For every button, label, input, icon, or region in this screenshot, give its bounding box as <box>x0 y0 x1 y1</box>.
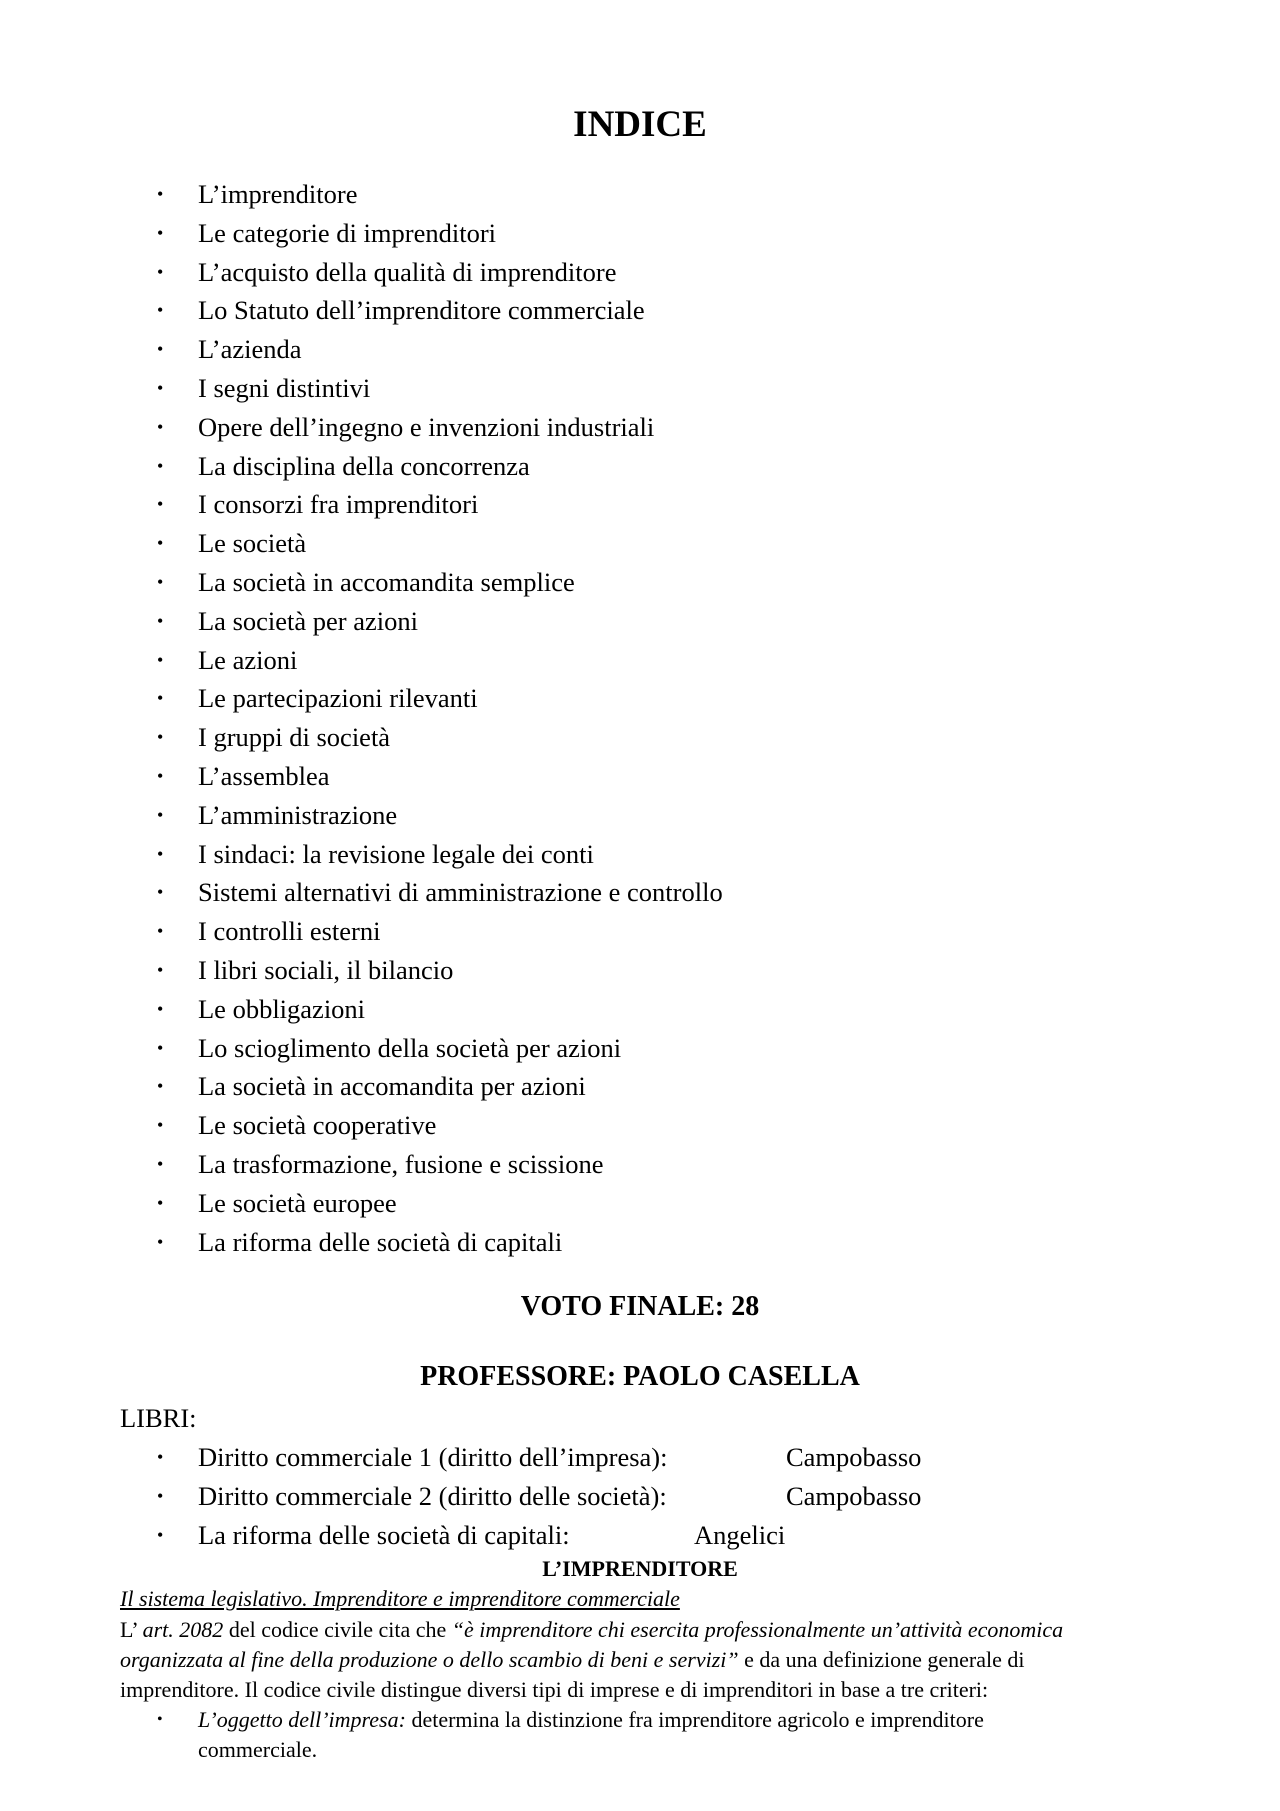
professor-name: PROFESSORE: PAOLO CASELLA <box>420 1361 860 1392</box>
bullet-icon: • <box>157 1524 164 1545</box>
toc-item <box>0 1067 723 1106</box>
bullet-icon: • <box>157 533 164 554</box>
toc-item <box>0 214 723 253</box>
toc-item <box>0 175 723 214</box>
book-item <box>0 1477 922 1516</box>
toc-item-label: L’amministrazione <box>198 799 398 830</box>
criteria-label: L’oggetto dell’impresa: <box>198 1707 406 1732</box>
toc-item <box>0 835 723 874</box>
bullet-icon: • <box>157 1447 164 1467</box>
toc-item <box>0 1145 723 1184</box>
bullet-icon: • <box>157 727 164 748</box>
bullet-icon: • <box>157 688 164 709</box>
toc-item <box>0 796 723 835</box>
bullet-icon: • <box>157 649 164 670</box>
toc-item <box>0 369 723 408</box>
toc-item-label: Lo Statuto dell’imprenditore commerciale <box>198 295 645 326</box>
bullet-icon: • <box>157 1231 164 1252</box>
toc-item-label: La società in accomandita per azioni <box>198 1071 586 1102</box>
toc-item-label: Le categorie di imprenditori <box>198 217 497 248</box>
toc-item-label: Le azioni <box>198 644 298 675</box>
book-item <box>0 1438 922 1477</box>
toc-item <box>0 951 723 990</box>
quotation: “è imprenditore chi esercita professionalmente un’attività economica <box>451 1617 1064 1642</box>
toc-item <box>0 330 723 369</box>
bullet-icon: • <box>157 998 164 1019</box>
bullet-icon: • <box>157 804 164 825</box>
toc-item-label: Le società europee <box>198 1187 397 1218</box>
toc-item <box>0 1029 723 1068</box>
toc-item-label: Le società <box>198 528 307 559</box>
toc-item <box>0 1106 723 1145</box>
toc-item-label: I sindaci: la revisione legale dei conti <box>198 838 594 869</box>
bullet-icon: • <box>157 843 164 864</box>
toc-item <box>0 563 723 602</box>
books-label: LIBRI: <box>120 1403 197 1433</box>
toc-item-label: La disciplina della concorrenza <box>198 450 530 481</box>
toc-item <box>0 1223 723 1262</box>
subsection-heading: Il sistema legislativo. Imprenditore e imprenditore commerciale <box>120 1586 680 1611</box>
toc-item <box>0 447 723 486</box>
text-fragment: del codice civile cita che <box>223 1617 452 1642</box>
table-of-contents <box>0 175 723 1261</box>
toc-item <box>0 718 723 757</box>
toc-item <box>0 679 723 718</box>
bullet-icon: • <box>157 377 164 398</box>
toc-item-label: L’imprenditore <box>198 179 358 209</box>
toc-item-label: Le obbligazioni <box>198 993 366 1024</box>
toc-item-label: L’azienda <box>198 334 302 365</box>
toc-item <box>0 757 723 796</box>
book-title: Diritto commerciale 2 (diritto delle società): <box>198 1480 667 1511</box>
criteria-item <box>0 1705 984 1765</box>
toc-item <box>0 912 723 951</box>
paragraph-line <box>120 1645 1140 1675</box>
toc-item <box>0 524 723 563</box>
bullet-icon: • <box>157 261 164 282</box>
toc-item <box>0 602 723 641</box>
toc-item-label: Sistemi alternativi di amministrazione e controllo <box>198 877 723 908</box>
bullet-icon: • <box>157 1037 164 1058</box>
toc-item-label: I gruppi di società <box>198 722 391 753</box>
body-paragraph <box>120 1615 1140 1705</box>
toc-item-label: La trasformazione, fusione e scissione <box>198 1148 604 1179</box>
bullet-icon: • <box>157 339 164 360</box>
toc-item-label: Le società cooperative <box>198 1110 437 1141</box>
book-title: La riforma delle società di capitali: <box>198 1519 570 1550</box>
section-heading: L’IMPRENDITORE <box>542 1556 738 1581</box>
toc-item-label: I consorzi fra imprenditori <box>198 489 479 520</box>
books-list <box>0 1438 922 1554</box>
page-title: INDICE <box>573 104 707 145</box>
toc-item <box>0 485 723 524</box>
bullet-icon: • <box>157 610 164 631</box>
toc-item <box>0 990 723 1029</box>
toc-item-label: Le partecipazioni rilevanti <box>198 683 478 714</box>
paragraph-line <box>120 1615 1140 1645</box>
toc-item-label: I controlli esterni <box>198 916 381 947</box>
criteria-line <box>0 1705 984 1735</box>
bullet-icon: • <box>157 571 164 592</box>
toc-item <box>0 253 723 292</box>
bullet-icon: • <box>157 455 164 476</box>
final-grade: VOTO FINALE: 28 <box>520 1291 760 1322</box>
book-item <box>0 1516 786 1555</box>
bullet-icon: • <box>157 882 164 903</box>
criteria-text: determina la distinzione fra imprenditore agricolo e imprenditore <box>405 1707 984 1732</box>
bullet-icon: • <box>157 1153 164 1174</box>
criteria-line: commerciale. <box>198 1737 318 1762</box>
bullet-icon: • <box>157 1115 164 1136</box>
book-title: Diritto commerciale 1 (diritto dell’impresa): <box>198 1442 668 1472</box>
bullet-icon: • <box>157 300 164 321</box>
toc-item-label: Lo scioglimento della società per azioni <box>198 1032 622 1063</box>
toc-item <box>0 408 723 447</box>
bullet-icon: • <box>157 184 164 204</box>
toc-item-label: I libri sociali, il bilancio <box>198 954 454 985</box>
toc-item-label: L’assemblea <box>198 760 330 791</box>
bullet-icon: • <box>157 1192 164 1213</box>
toc-item <box>0 1184 723 1223</box>
article-reference: art. 2082 <box>142 1617 224 1642</box>
toc-item <box>0 291 723 330</box>
toc-item-label: La società in accomandita semplice <box>198 566 575 597</box>
toc-item <box>0 641 723 680</box>
bullet-icon: • <box>157 222 164 243</box>
toc-item-label: Opere dell’ingegno e invenzioni industriali <box>198 411 655 442</box>
toc-item <box>0 873 723 912</box>
bullet-icon: • <box>157 1076 164 1097</box>
toc-item-label: La riforma delle società di capitali <box>198 1226 563 1257</box>
toc-item-label: La società per azioni <box>198 605 418 636</box>
bullet-icon: • <box>157 494 164 515</box>
bullet-icon: • <box>157 921 164 942</box>
text-fragment: e da una definizione generale di <box>738 1647 1025 1672</box>
book-author: Angelici <box>694 1519 786 1550</box>
bullet-icon: • <box>157 416 164 437</box>
toc-item-label: L’acquisto della qualità di imprenditore <box>198 256 617 287</box>
bullet-icon: • <box>157 1711 163 1728</box>
bullet-icon: • <box>157 959 164 980</box>
toc-item-label: I segni distintivi <box>198 372 371 403</box>
bullet-icon: • <box>157 765 164 786</box>
bullet-icon: • <box>157 1485 164 1506</box>
quotation: organizzata al fine della produzione o dello scambio di beni e servizi” <box>120 1647 739 1672</box>
book-author: Campobasso <box>786 1480 922 1511</box>
paragraph-line: imprenditore. Il codice civile distingue diversi tipi di imprese e di imprenditori in base a tre criteri: <box>120 1677 989 1702</box>
text-fragment: L’ <box>120 1617 143 1642</box>
book-author: Campobasso <box>786 1442 922 1472</box>
